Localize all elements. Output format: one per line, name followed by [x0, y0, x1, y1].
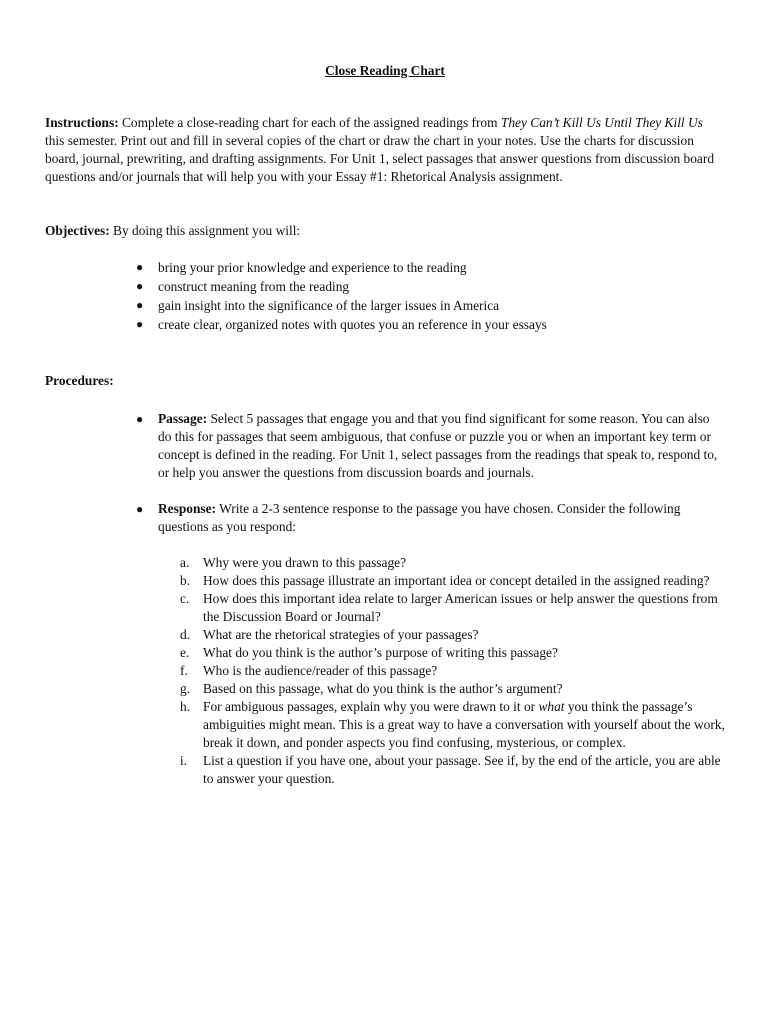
objective-text: bring your prior knowledge and experience to the reading: [158, 260, 467, 275]
response-text: Write a 2-3 sentence response to the passage you have chosen. Consider the following questions as you respond:: [158, 501, 681, 534]
question-text: Who is the audience/reader of this passage?: [203, 663, 438, 678]
question-text: How does this passage illustrate an important idea or concept detailed in the assigned reading?: [203, 573, 710, 588]
question-text-after: you think the passage’s ambiguities might mean. This is a great way to have a conversation with yourself about the work, break it down, and ponder aspects you find confusing, mysterious, or complex.: [203, 699, 725, 750]
response-procedure: [136, 500, 725, 788]
question-marker: f.: [180, 663, 188, 678]
question-item: [180, 662, 725, 680]
bullet-icon: ●: [136, 279, 144, 293]
instructions-text-after: this semester. Print out and fill in several copies of the chart or draw the chart in your notes. Use the charts for discussion board, journal, prewriting, and drafting assignments. For Unit 1, select passages that answer questions from discussion board questions and/or journals that will help you with your Essay #1: Rhetorical Analysis assignment.: [45, 133, 715, 184]
objectives-list: [45, 258, 725, 334]
procedures-label: Procedures:: [45, 373, 114, 388]
question-emphasis: what: [538, 699, 565, 714]
objective-text: create clear, organized notes with quotes you an reference in your essays: [158, 317, 547, 332]
objectives-label: Objectives:: [45, 223, 110, 238]
question-marker: b.: [180, 573, 191, 588]
book-title: They Can’t Kill Us Until They Kill Us: [500, 115, 703, 130]
question-text: Based on this passage, what do you think is the author’s argument?: [203, 681, 563, 696]
question-item: [180, 626, 725, 644]
list-item: [136, 258, 725, 277]
question-marker: d.: [180, 627, 191, 642]
question-marker: a.: [180, 555, 190, 570]
question-item: [180, 590, 725, 626]
question-text: Why were you drawn to this passage?: [203, 555, 407, 570]
question-item: [180, 644, 725, 662]
objectives-text: By doing this assignment you will:: [109, 223, 301, 238]
procedures-list: [45, 410, 725, 788]
document-title: Close Reading Chart: [325, 63, 445, 78]
bullet-icon: ●: [136, 298, 144, 312]
passage-label: Passage:: [158, 411, 208, 426]
list-item: [136, 277, 725, 296]
question-item: [180, 680, 725, 698]
question-marker: g.: [180, 681, 191, 696]
instructions-label: Instructions:: [45, 115, 119, 130]
objective-text: gain insight into the significance of the larger issues in America: [158, 298, 500, 313]
question-item: [180, 698, 725, 752]
instructions-text-before: Complete a close-reading chart for each of the assigned readings from: [118, 115, 501, 130]
bullet-icon: ●: [136, 260, 144, 274]
objectives-paragraph: [45, 222, 725, 240]
question-marker: h.: [180, 699, 191, 714]
question-marker: c.: [180, 591, 190, 606]
question-item: [180, 572, 725, 590]
question-text: What do you think is the author’s purpose of writing this passage?: [203, 645, 558, 660]
question-marker: e.: [180, 645, 190, 660]
question-text: How does this important idea relate to larger American issues or help answer the questions from the Discussion Board or Journal?: [203, 591, 718, 624]
document-page: [45, 62, 725, 788]
question-text-before: For ambiguous passages, explain why you were drawn to it or: [203, 699, 539, 714]
question-marker: i.: [180, 753, 188, 768]
bullet-icon: ●: [136, 502, 144, 516]
passage-text: Select 5 passages that engage you and that you find significant for some reason. You can also do this for passages that seem ambiguous, that confuse or puzzle you or when an important key term or concept is defined in the reading. For Unit 1, select passages from the readings that speak to, respond to, or help you answer the questions from discussion boards and journals.: [158, 411, 718, 480]
question-text: List a question if you have one, about your passage. See if, by the end of the article, you are able to answer your question.: [203, 753, 721, 786]
list-item: [136, 315, 725, 334]
bullet-icon: ●: [136, 412, 144, 426]
passage-procedure: [136, 410, 725, 482]
list-item: [136, 296, 725, 315]
question-text: What are the rhetorical strategies of your passages?: [203, 627, 479, 642]
question-item: [180, 752, 725, 788]
question-item: [180, 554, 725, 572]
instructions-paragraph: [45, 114, 725, 186]
response-questions-list: [158, 554, 725, 788]
bullet-icon: ●: [136, 317, 144, 331]
objective-text: construct meaning from the reading: [158, 279, 350, 294]
response-label: Response:: [158, 501, 217, 516]
